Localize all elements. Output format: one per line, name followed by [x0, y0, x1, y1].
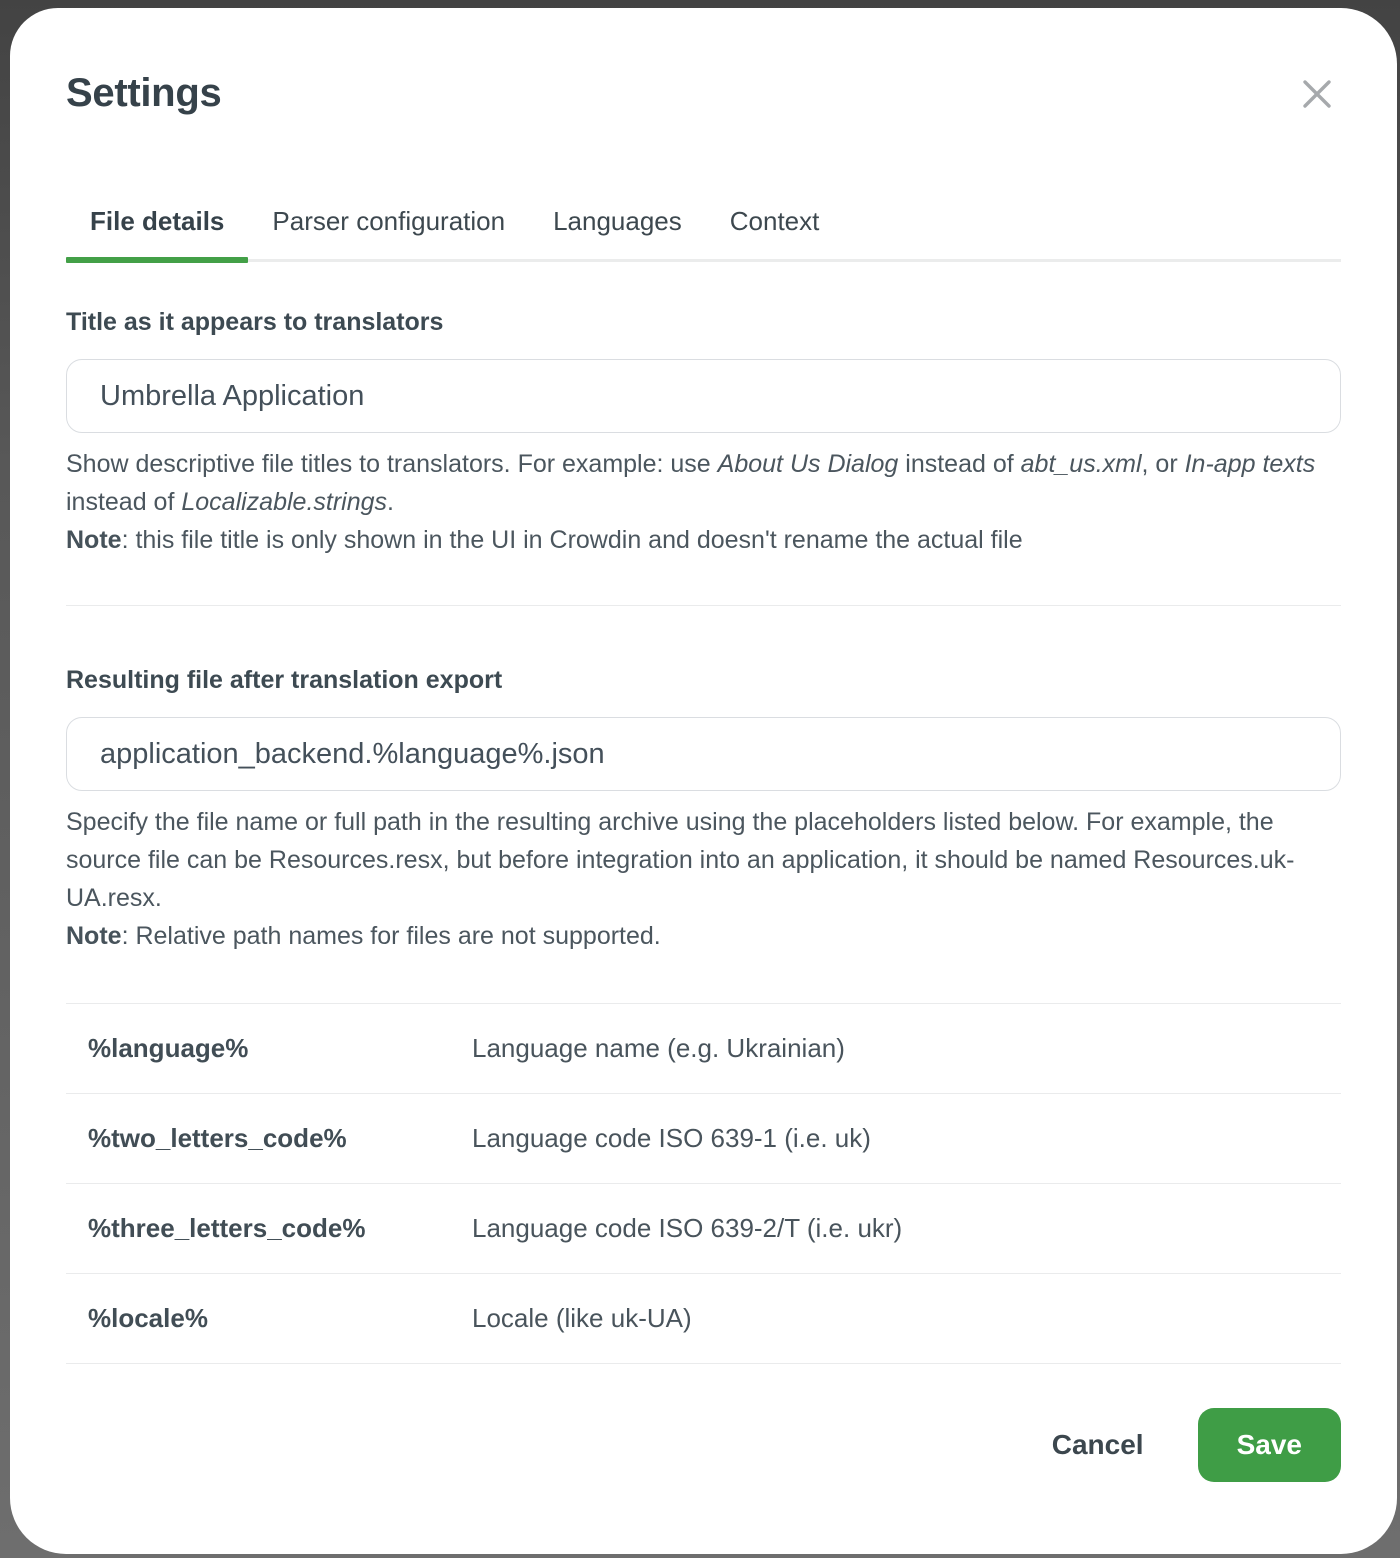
dialog-title: Settings: [66, 71, 222, 115]
tab-bar: [66, 204, 1341, 262]
tab-parser-configuration[interactable]: Parser configuration: [272, 206, 506, 236]
export-file-input[interactable]: [66, 717, 1341, 791]
placeholder-code: %language%: [66, 1004, 472, 1094]
help-text: instead of: [66, 488, 182, 516]
help-text-italic: In-app texts: [1184, 450, 1316, 478]
cancel-button[interactable]: Cancel: [1051, 1429, 1144, 1460]
placeholder-description: Language name (e.g. Ukrainian): [472, 1004, 1341, 1094]
file-title-help: [66, 445, 1341, 559]
tab-file-details[interactable]: File details: [66, 204, 248, 259]
note-text: : this file title is only shown in the UI in Crowdin and doesn't rename the actual file: [121, 526, 1023, 554]
table-row: [66, 1184, 1341, 1274]
placeholder-description: Locale (like uk-UA): [472, 1274, 1341, 1364]
table-row: [66, 1094, 1341, 1184]
note-label: Note: [66, 526, 122, 554]
close-icon: [1301, 78, 1333, 110]
dialog-footer: [66, 1408, 1341, 1482]
tab-languages[interactable]: Languages: [553, 206, 682, 236]
help-text: Show descriptive file titles to translators. For example: use: [66, 450, 718, 478]
placeholder-description: Language code ISO 639-2/T (i.e. ukr): [472, 1184, 1341, 1274]
placeholder-code: %two_letters_code%: [66, 1094, 472, 1184]
export-file-help: [66, 803, 1341, 955]
close-button[interactable]: [1295, 72, 1339, 116]
help-text-italic: abt_us.xml: [1020, 450, 1142, 478]
file-title-label: Title as it appears to translators: [66, 308, 444, 336]
help-text-italic: Localizable.strings: [181, 488, 388, 516]
export-file-label: Resulting file after translation export: [66, 666, 503, 694]
note-text: : Relative path names for files are not supported.: [121, 922, 661, 950]
note-label: Note: [66, 922, 122, 950]
help-text-italic: About Us Dialog: [717, 450, 899, 478]
help-text: instead of: [898, 450, 1021, 478]
placeholder-code: %locale%: [66, 1274, 472, 1364]
tab-context[interactable]: Context: [729, 206, 820, 236]
table-row: [66, 1274, 1341, 1364]
placeholder-description: Language code ISO 639-1 (i.e. uk): [472, 1094, 1341, 1184]
help-text: .: [387, 488, 394, 516]
settings-dialog: [10, 8, 1397, 1554]
placeholder-code: %three_letters_code%: [66, 1184, 472, 1274]
help-text: , or: [1141, 450, 1185, 478]
file-title-input[interactable]: [66, 359, 1341, 433]
save-button[interactable]: Save: [1198, 1408, 1341, 1482]
placeholders-table: [66, 1003, 1341, 1364]
help-text: Specify the file name or full path in the resulting archive using the placeholders listed below. For example, the source file can be Resources.resx, but before integration into an application, it should be named Resources.uk-UA.resx.: [66, 808, 1295, 912]
table-row: [66, 1004, 1341, 1094]
section-divider: [66, 605, 1341, 606]
